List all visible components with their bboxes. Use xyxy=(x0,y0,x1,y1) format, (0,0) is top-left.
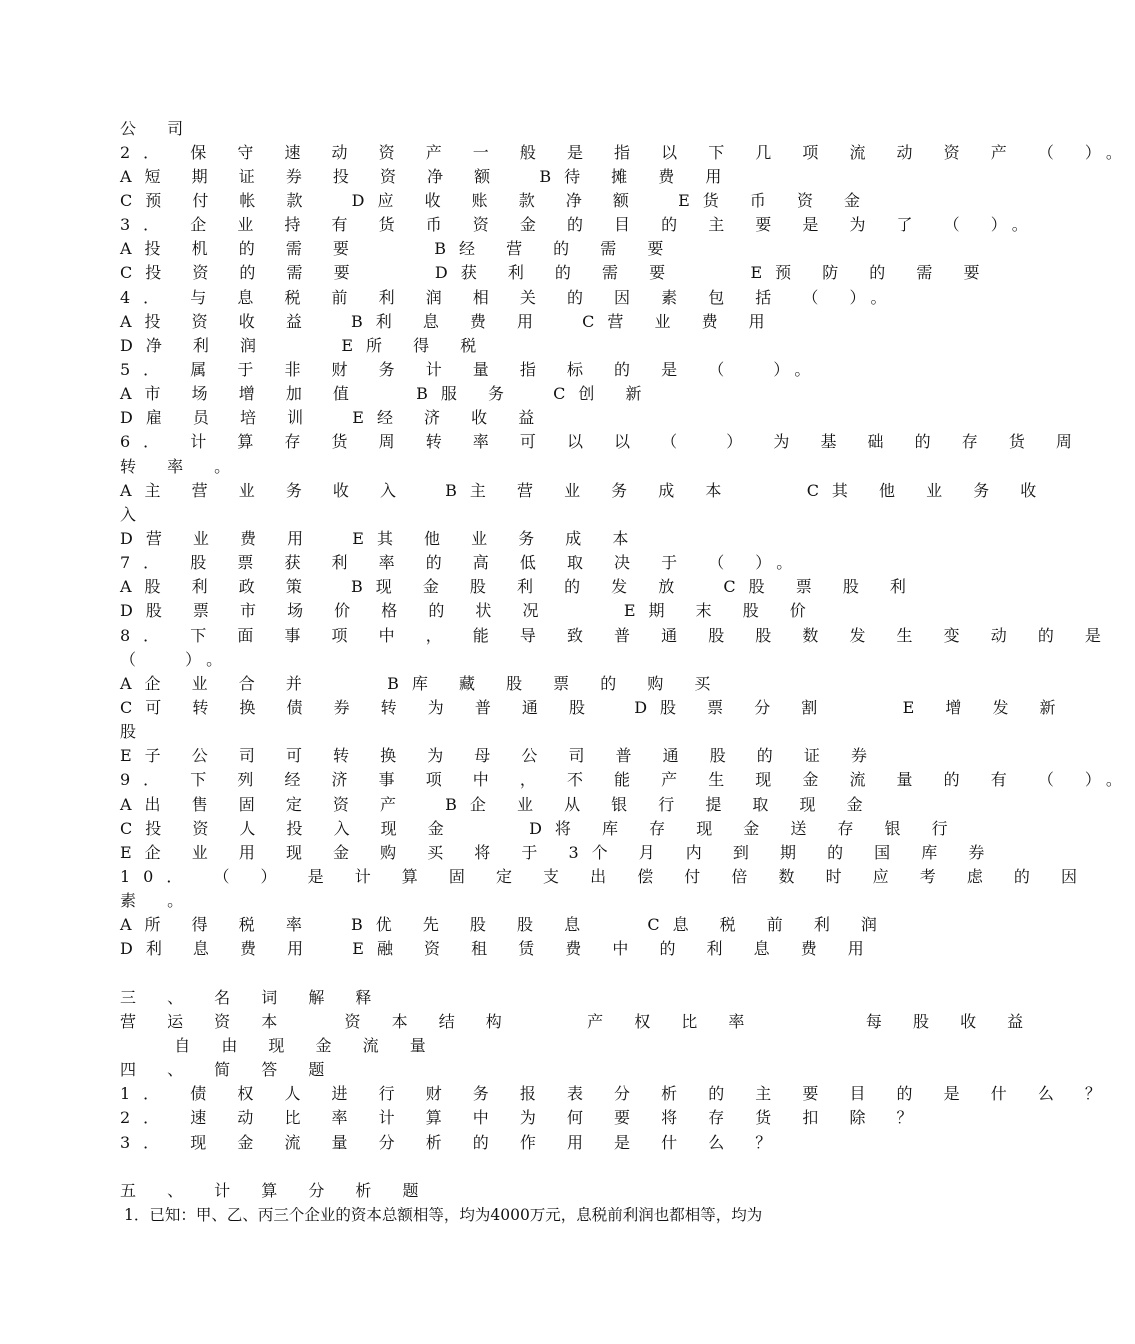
option-line: D股 票 市 场 价 格 的 状 况 E期 末 股 价 xyxy=(120,601,819,620)
option-line: E企 业 用 现 金 购 买 将 于 3个 月 内 到 期 的 国 库 券 xyxy=(120,843,998,862)
text-line: 公 司 xyxy=(120,119,197,138)
option-line: A主 营 业 务 收 入 B主 营 业 务 成 本 C其 他 业 务 收 xyxy=(120,481,1050,500)
question-7: 7． 股 票 获 利 率 的 高 低 取 决 于 （ ）。 xyxy=(120,553,806,572)
option-line: D营 业 费 用 E其 他 业 务 成 本 xyxy=(120,529,642,548)
option-line: A投 资 收 益 B利 息 费 用 C营 业 费 用 xyxy=(120,312,778,331)
option-line: C可 转 换 债 券 转 为 普 通 股 D股 票 分 割 E 增 发 新 xyxy=(120,698,1069,717)
calculation-problem-1: 1．已知：甲、乙、丙三个企业的资本总额相等，均为4000万元，息税前利润也都相等，均为 xyxy=(124,1206,763,1224)
section-heading: 四 、 简 答 题 xyxy=(120,1060,338,1079)
question-4: 4． 与 息 税 前 利 润 相 关 的 因 素 包 括 （ ）。 xyxy=(120,288,900,307)
option-line: E子 公 司 可 转 换 为 母 公 司 普 通 股 的 证 券 xyxy=(120,746,880,765)
option-line: D雇 员 培 训 E经 济 收 益 xyxy=(120,408,548,427)
option-line: D利 息 费 用 E融 资 租 赁 费 中 的 利 息 费 用 xyxy=(120,939,877,958)
text-line: （ ）。 xyxy=(120,650,236,669)
text-line: 转 率 。 xyxy=(120,457,244,476)
option-line: C预 付 帐 款 D应 收 账 款 净 额 E货 币 资 金 xyxy=(120,191,874,210)
option-line: A短 期 证 券 投 资 净 额 B待 摊 费 用 xyxy=(120,167,735,186)
option-line: D净 利 润 E所 得 税 xyxy=(120,336,490,355)
short-answer-3: 3． 现 金 流 量 分 析 的 作 用 是 什 么 ？ xyxy=(120,1133,785,1152)
option-line: C投 资 人 投 入 现 金 D将 库 存 现 金 送 存 银 行 xyxy=(120,819,961,838)
text-line: 素 。 xyxy=(120,891,197,910)
section-heading: 三 、 名 词 解 释 xyxy=(120,988,385,1007)
option-line: A出 售 固 定 资 产 B企 业 从 银 行 提 取 现 金 xyxy=(120,795,876,814)
short-answer-1: 1． 债 权 人 进 行 财 务 报 表 分 析 的 主 要 目 的 是 什 么 ？ xyxy=(120,1084,1114,1103)
option-line: A企 业 合 并 B库 藏 股 票 的 购 买 xyxy=(120,674,724,693)
text-line: 股 xyxy=(120,722,150,741)
text-line: 入 xyxy=(120,505,150,524)
option-line: A所 得 税 率 B优 先 股 股 息 C息 税 前 利 润 xyxy=(120,915,890,934)
section-heading: 五 、 计 算 分 析 题 xyxy=(120,1181,432,1200)
question-9: 9． 下 列 经 济 事 项 中 ， 不 能 产 生 现 金 流 量 的 有 （ ）。 xyxy=(120,770,1135,789)
term-list: 自 由 现 金 流 量 xyxy=(120,1036,439,1055)
question-2: 2． 保 守 速 动 资 产 一 般 是 指 以 下 几 项 流 动 资 产 （ ）。 xyxy=(120,143,1135,162)
option-line: A股 利 政 策 B现 金 股 利 的 发 放 C股 票 股 利 xyxy=(120,577,919,596)
option-line: C投 资 的 需 要 D获 利 的 需 要 E预 防 的 需 要 xyxy=(120,263,993,282)
question-3: 3． 企 业 持 有 货 币 资 金 的 目 的 主 要 是 为 了 （ ）。 xyxy=(120,215,1041,234)
option-line: A投 机 的 需 要 B经 营 的 需 要 xyxy=(120,239,677,258)
question-6: 6． 计 算 存 货 周 转 率 可 以 以 （ ） 为 基 础 的 存 货 周 xyxy=(120,432,1085,451)
question-10: 10． （ ） 是 计 算 固 定 支 出 偿 付 倍 数 时 应 考 虑 的 因 xyxy=(120,867,1090,886)
term-list: 营 运 资 本 资 本 结 构 产 权 比 率 每 股 收 益 xyxy=(120,1012,1037,1031)
question-8: 8． 下 面 事 项 中 ， 能 导 致 普 通 股 股 数 发 生 变 动 的 是 xyxy=(120,626,1114,645)
option-line: A市 场 增 加 值 B服 务 C创 新 xyxy=(120,384,655,403)
question-5: 5． 属 于 非 财 务 计 量 指 标 的 是 （ ）。 xyxy=(120,360,824,379)
short-answer-2: 2． 速 动 比 率 计 算 中 为 何 要 将 存 货 扣 除 ？ xyxy=(120,1108,926,1127)
